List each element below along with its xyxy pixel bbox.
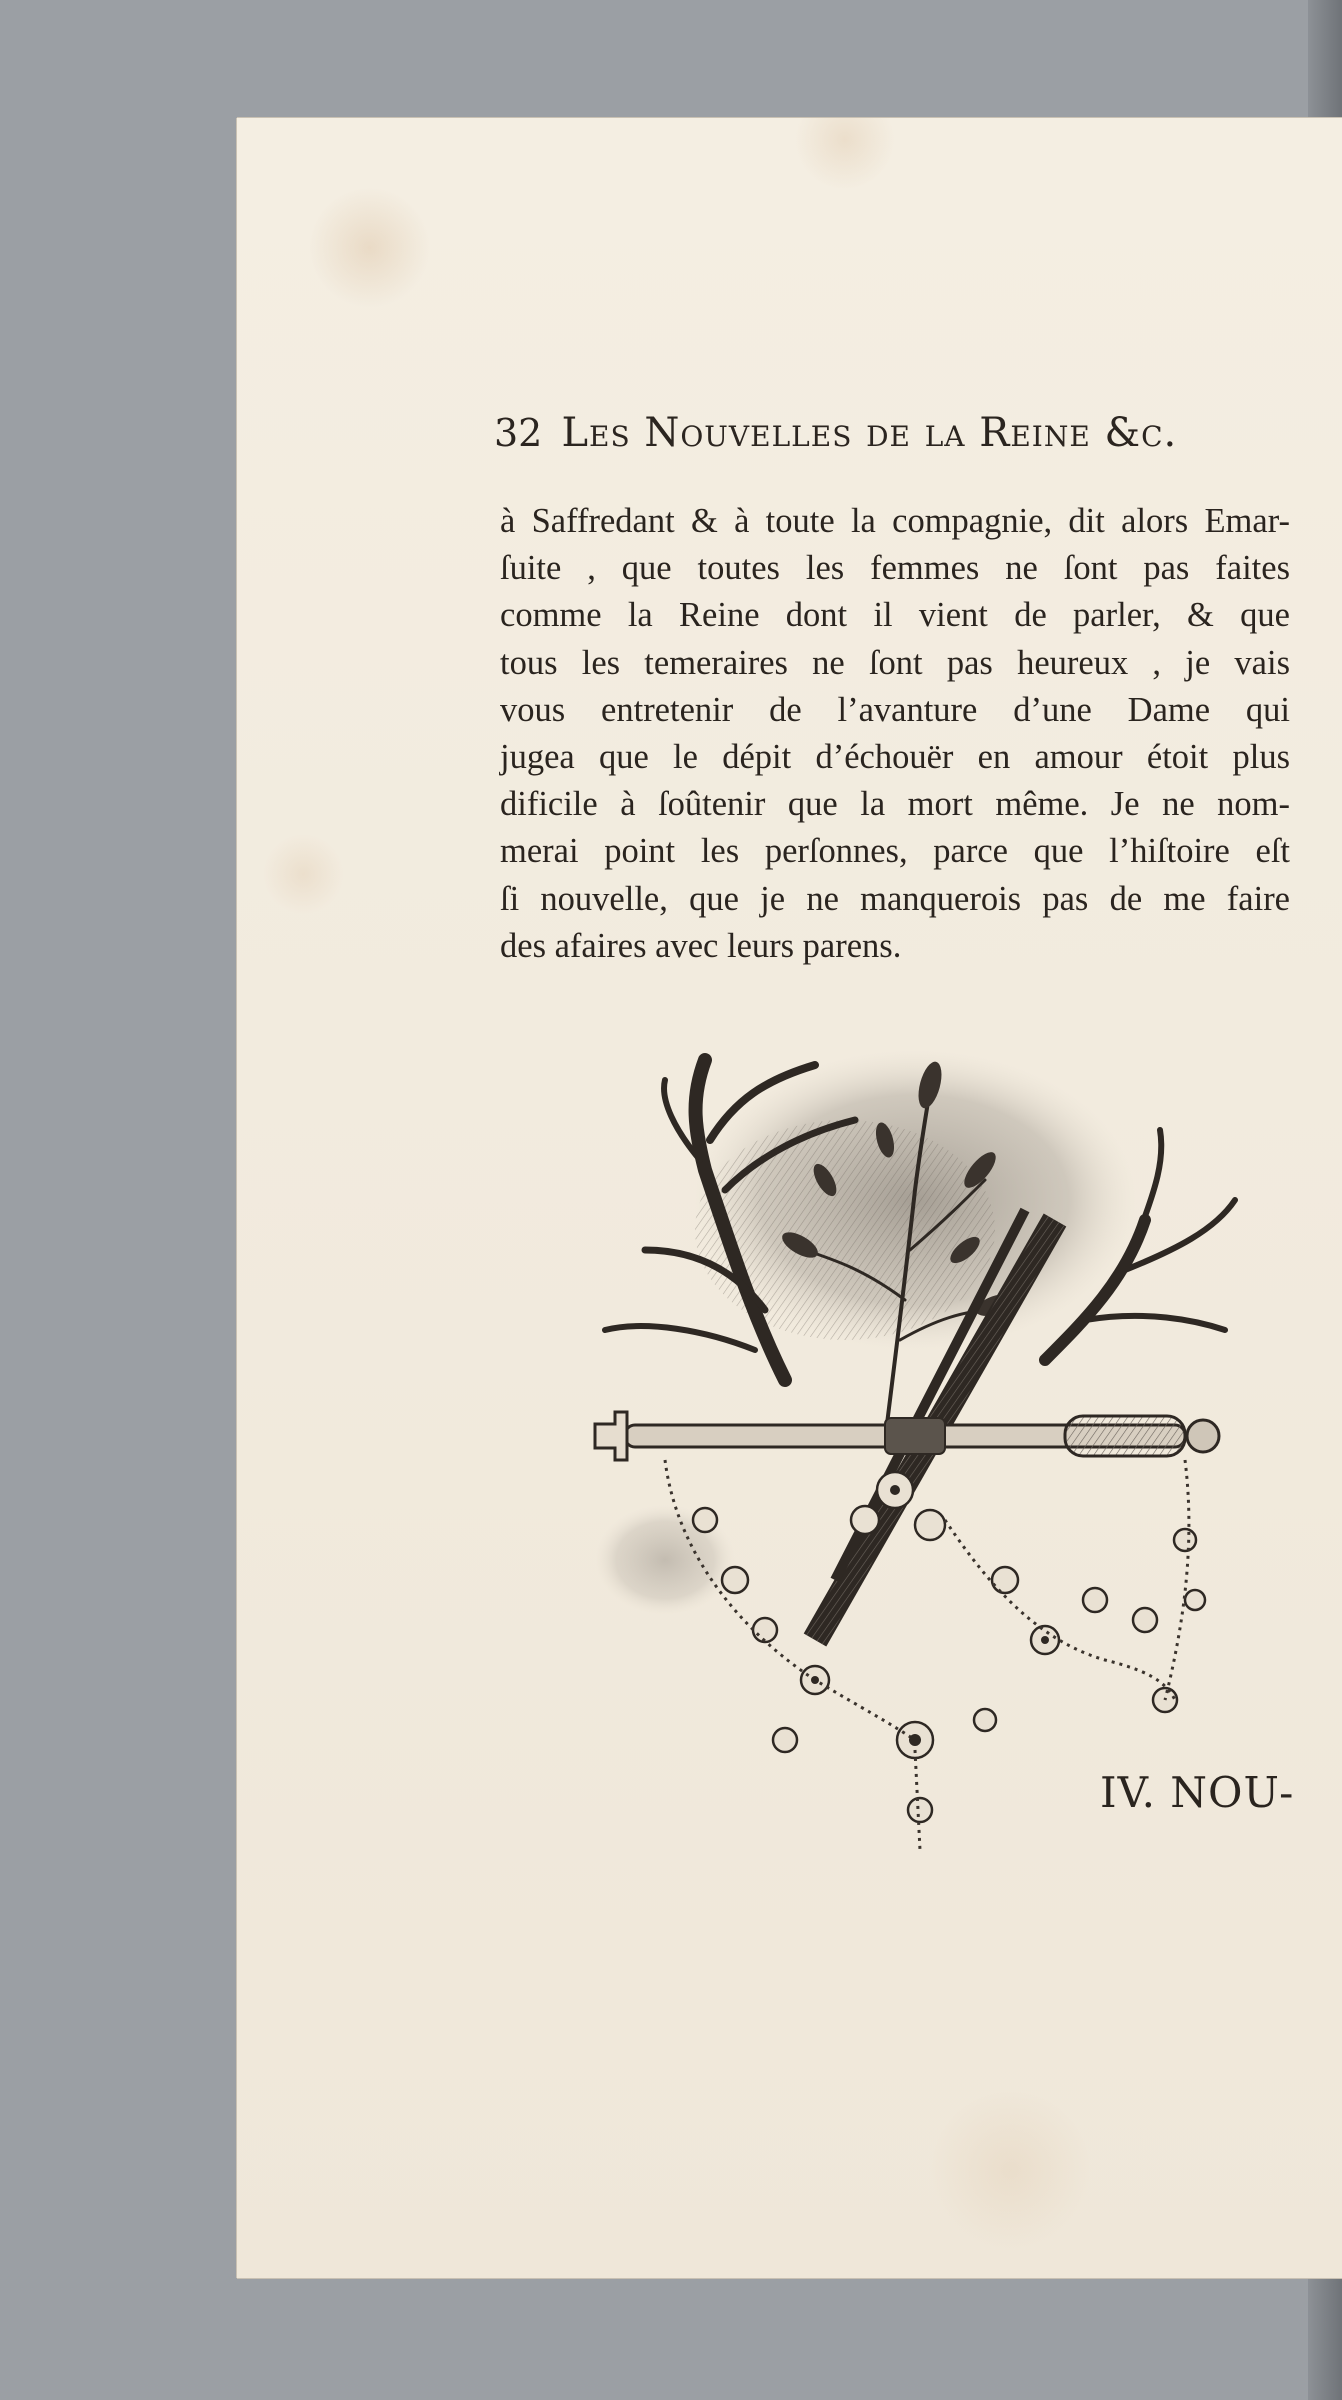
text-line: comme la Reine dont il vient de parler, & que — [500, 596, 1290, 635]
text-line: des afaires avec leurs parens. — [500, 926, 902, 965]
text-line: à Saffredant & à toute la compagnie, dit alors Emar- — [500, 502, 1290, 540]
text-line: dificile à ſoûtenir que la mort même. Je ne nom- — [500, 785, 1290, 824]
text-line: ſuite , que toutes les femmes ne ſont pas faites — [500, 549, 1290, 588]
text-line: jugea que le dépit d’échouër en amour étoit plus — [500, 737, 1290, 776]
text-line: vous entretenir de l’avanture d’une Dame qui — [500, 690, 1290, 729]
running-title: Les Nouvelles de la Reine &c. — [561, 410, 1178, 456]
text-line: tous les temeraires ne ſont pas heureux , je vais — [500, 643, 1290, 682]
text-line: merai point les perſonnes, parce que l’hiſtoire eſt — [500, 832, 1290, 871]
catchword: IV. NOU- — [1100, 1768, 1295, 1817]
body-text — [500, 498, 1290, 970]
running-head — [494, 410, 1294, 462]
page-number: 32 — [494, 411, 543, 455]
text-line: ſi nouvelle, que je ne manquerois pas de me faire — [500, 879, 1290, 918]
